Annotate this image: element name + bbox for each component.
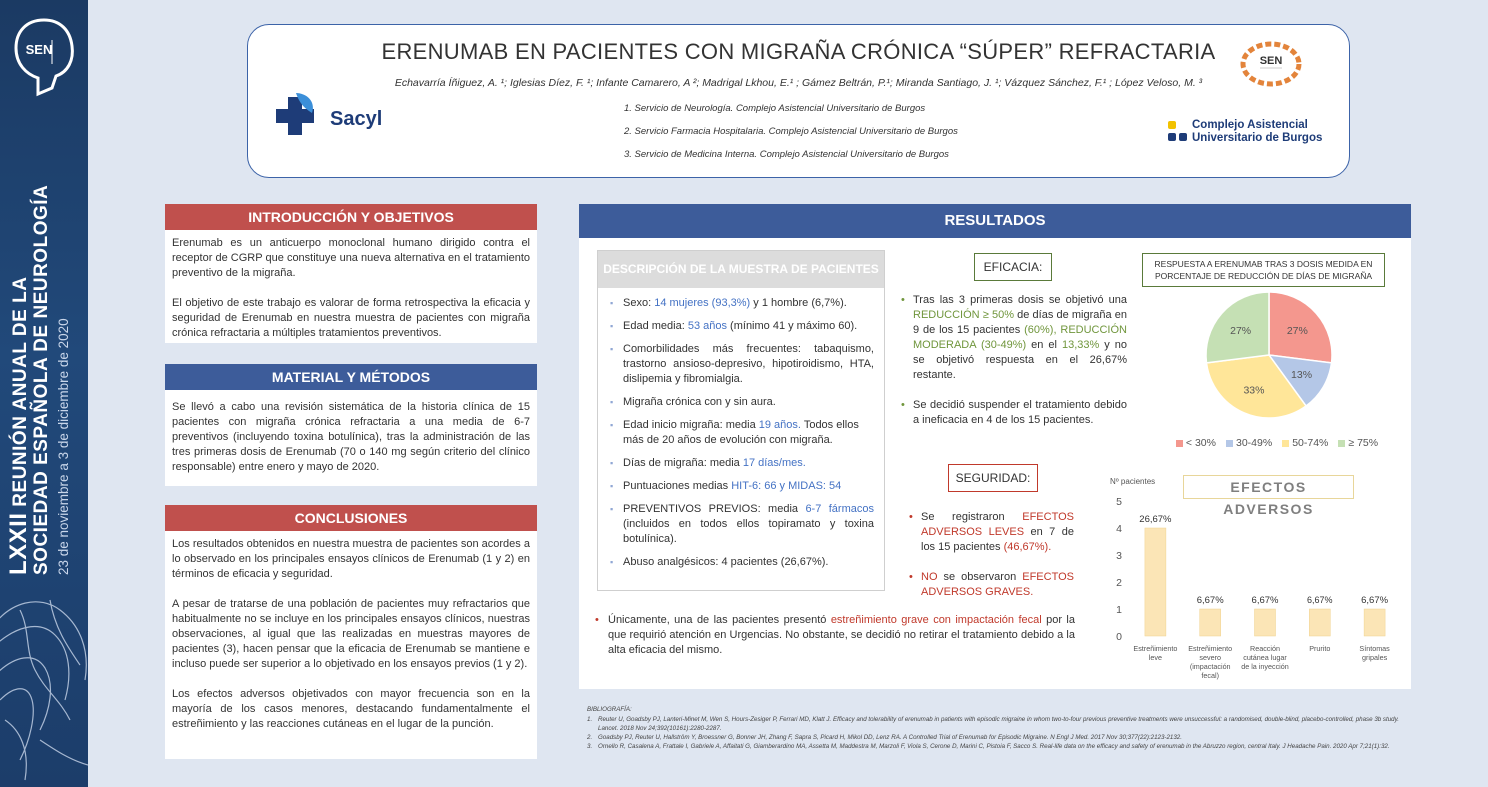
bar-y-tick: 2 <box>1116 577 1122 589</box>
sacyl-logo <box>276 91 386 141</box>
intro-heading: INTRODUCCIÓN Y OBJETIVOS <box>165 204 537 230</box>
adverse-effects-bar-chart <box>1084 474 1404 686</box>
sample-item-scores: ▪ Puntuaciones medias HIT-6: 66 y MIDAS: 54 <box>610 479 874 494</box>
sample-heading: DESCRIPCIÓN DE LA MUESTRA DE PACIENTES <box>598 251 884 288</box>
bar-data-label: 6,67% <box>1251 595 1279 606</box>
safety-item: • Se registraron EFECTOS ADVERSOS LEVES en 7 de los 15 pacientes (46,67%). <box>909 510 1074 555</box>
methods-heading: MATERIAL Y MÉTODOS <box>165 364 537 390</box>
sample-item-abuse: ▪ Abuso analgésicos: 4 pacientes (26,67%). <box>610 555 874 570</box>
results-heading: RESULTADOS <box>579 204 1411 238</box>
reference-item: 1. Reuter U, Goadsby PJ, Lanteri-Minet M, Wen S, Hours-Zesiger P, Ferrari MD, Klatt J. Efficacy and tolerability of erenumab in patients with episodic migraine in whom two-to-four previous preventive treatments were unsuccessful: a randomised, double-blind, placebo-controlled, phase 3b study. Lancet. 2018 Nov 24;392(10161):2280-2287. <box>587 716 1399 732</box>
safety-item: • NO se observaron EFECTOS ADVERSOS GRAVES. <box>909 570 1074 600</box>
bar <box>1145 528 1166 636</box>
pie-legend-item: ≥ 75% <box>1338 437 1378 449</box>
bar-category-label: Estreñimiento leve <box>1133 644 1178 662</box>
conclusions-paragraph: Los efectos adversos objetivados con mayor frecuencia son en la mayoría de los casos menores, destacando fundamentalmente el estreñimiento y las reacciones cutáneas en el lugar de la punción. <box>172 688 530 730</box>
bar <box>1364 609 1385 636</box>
bar <box>1200 609 1221 636</box>
bar-category-label: Estreñimiento severo (impactación fecal) <box>1188 644 1233 680</box>
response-pie-chart <box>1179 288 1359 478</box>
sample-item-comorbidities: ▪ Comorbilidades más frecuentes: tabaquismo, trastorno ansioso-depresivo, hipotiroidismo, HTA, dislipemia y fibromialgia. <box>610 342 874 387</box>
brain-illustration <box>0 590 88 787</box>
conclusions-paragraph: Los resultados obtenidos en nuestra muestra de pacientes son acordes a lo observado en los principales ensayos clínicos de Erenumab (1 y 2) en términos de eficacia y seguridad. <box>172 538 530 580</box>
bar-y-axis-label: Nº pacientes <box>1110 477 1156 486</box>
bar-y-tick: 1 <box>1116 604 1122 616</box>
sample-item-age: ▪ Edad media: 53 años (mínimo 41 y máximo 60). <box>610 319 874 334</box>
efficacy-item: • Se decidió suspender el tratamiento debido a ineficacia en 4 de los 15 pacientes. <box>901 398 1127 428</box>
reference-item: 2. Goadsby PJ, Reuter U, Hallström Y, Broessner G, Bonner JH, Zhang F, Sapra S, Picard H, Mikol DD, Lenz RA. A Controlled Trial of Erenumab for Episodic Migraine. N Engl J Med. 2017 Nov 30;377(22):2123-2132. <box>587 734 1182 741</box>
pie-slice-label: 27% <box>1230 325 1252 338</box>
sample-list <box>598 288 884 570</box>
sample-item-aura: ▪ Migraña crónica con y sin aura. <box>610 395 874 410</box>
cau-line1: Complejo Asistencial <box>1192 119 1308 131</box>
conference-sidebar <box>0 0 88 787</box>
pie-legend-item: 30-49% <box>1226 437 1272 449</box>
bar <box>1255 609 1276 636</box>
sen-logo-text: SEN <box>25 42 53 57</box>
pie-legend-swatch <box>1338 440 1345 447</box>
bar-category-label: Prurito <box>1309 644 1331 653</box>
intro-body <box>165 230 537 343</box>
sen-right-text: SEN <box>1259 55 1283 67</box>
sample-item-days: ▪ Días de migraña: media 17 días/mes. <box>610 456 874 471</box>
cau-line2: Universitario de Burgos <box>1192 132 1323 144</box>
bar-category-label: Reacción cutánea lugar de la inyección <box>1241 644 1289 671</box>
pie-legend-swatch <box>1282 440 1289 447</box>
sample-description-box <box>597 250 885 591</box>
bar-y-tick: 0 <box>1116 631 1122 643</box>
conclusions-paragraph: A pesar de tratarse de una población de pacientes muy refractarios que habitualmente no se incluye en los principales ensayos clínicos, nuestras observaciones, al igual que las realizadas en muestras mayores de pacientes (3), hacen pensar que la eficacia de Erenumab se mantiene e incluso puede ser superior a lo objetivado en los ensayos previos (1 y 2). <box>172 598 530 670</box>
bar-data-label: 6,67% <box>1196 595 1224 606</box>
efficacy-item: • Tras las 3 primeras dosis se objetivó una REDUCCIÓN ≥ 50% de días de migraña en 9 de los 15 pacientes (60%), REDUCCIÓN MODERADA (30-49%) en el 13,33% y no se objetivó respuesta en el 26,67% restante. <box>901 293 1127 383</box>
pie-legend-swatch <box>1176 440 1183 447</box>
reference-item: 3. Ornello R, Casalena A, Frattale I, Gabriele A, Affaitati G, Giamberardino MA, Assetta M, Maddestra M, Marzoli F, Viola S, Cerone D, Marini C, Pistoia F, Sacco S. Real-life data on the efficacy and safety of erenumab in the Abruzzo region, central Italy. J Headache Pain. 2020 Apr 7;21(1):32. <box>587 743 1390 750</box>
sample-item-sex: ▪ Sexo: 14 mujeres (93,3%) y 1 hombre (6,7%). <box>610 296 874 311</box>
bar-data-label: 26,67% <box>1139 514 1172 525</box>
affiliation-item: 2. Servicio Farmacia Hospitalaria. Complejo Asistencial Universitario de Burgos <box>624 126 958 137</box>
bar <box>1309 609 1330 636</box>
severe-case-note: • Únicamente, una de las pacientes presentó estreñimiento grave con impactación fecal por la que requirió atención en Urgencias. No obstante, se decidió no retirar el tratamiento debido a la alta eficacia del mismo. <box>595 613 1075 658</box>
pie-slice-label: 13% <box>1291 369 1313 382</box>
sample-item-onset: ▪ Edad inicio migraña: media 19 años. Todos ellos más de 20 años de evolución con migraña. <box>610 418 874 448</box>
conclusions-heading: CONCLUSIONES <box>165 505 537 531</box>
bar-y-tick: 4 <box>1116 523 1122 535</box>
poster-title: ERENUMAB EN PACIENTES CON MIGRAÑA CRÓNICA “SÚPER” REFRACTARIA <box>381 39 1216 64</box>
bar-data-label: 6,67% <box>1307 595 1333 605</box>
affiliations-list <box>624 103 958 172</box>
conference-line1: REUNIÓN ANUAL DE LA <box>10 276 31 507</box>
conclusions-body <box>165 531 537 759</box>
intro-paragraph: Erenumab es un anticuerpo monoclonal humano dirigido contra el receptor de CGRP que constituye una nueva alternativa en el tratamiento preventivo de la migraña. <box>172 237 530 279</box>
bar-y-tick: 3 <box>1116 550 1122 562</box>
bibliography-heading: BIBLIOGRAFÍA: <box>587 706 632 713</box>
pie-legend-item: 50-74% <box>1282 437 1328 449</box>
safety-list <box>909 510 1074 615</box>
results-body <box>579 238 1411 689</box>
sen-logo <box>8 12 80 102</box>
cau-logo <box>1166 117 1323 147</box>
pie-legend-swatch <box>1226 440 1233 447</box>
methods-paragraph: Se llevó a cabo una revisión sistemática de la historia clínica de 15 pacientes con migraña crónica refractaria a una media de 6-7 preventivos (incluyendo toxina botulínica), tras la administración de las tres primeras dosis de Erenumab (70 o 140 mg según criterio del clínico responsable) entre enero y mayo de 2020. <box>172 401 530 473</box>
pie-slice-label: 27% <box>1286 325 1308 338</box>
affiliation-item: 3. Servicio de Medicina Interna. Complejo Asistencial Universitario de Burgos <box>624 149 949 160</box>
methods-body <box>165 390 537 486</box>
bar-y-tick: 5 <box>1116 496 1122 508</box>
safety-label: SEGURIDAD: <box>948 464 1038 492</box>
sample-item-previous: ▪ PREVENTIVOS PREVIOS: media 6-7 fármacos (incluidos en todos ellos topiramato y toxina botulínica). <box>610 502 874 547</box>
conference-dates: 23 de noviembre a 3 de diciembre de 2020 <box>56 318 71 575</box>
authors-line: Echavarría Íñiguez, A. ¹; Iglesias Díez, F. ¹; Infante Camarero, A ²; Madrigal Lkhou, E.¹ ; Gámez Beltrán, P.¹; Miranda Santiago, J. ¹; Vázquez Sánchez, F.¹ ; López Veloso, M. ³ <box>394 77 1203 89</box>
pie-slice-label: 33% <box>1243 384 1265 397</box>
pie-legend-item: < 30% <box>1176 437 1216 449</box>
sacyl-label: Sacyl <box>330 108 383 130</box>
poster-header <box>247 24 1350 178</box>
pie-legend <box>1162 437 1392 449</box>
bar-data-label: 6,67% <box>1361 595 1389 606</box>
efficacy-list <box>901 293 1127 443</box>
efficacy-label: EFICACIA: <box>974 253 1052 281</box>
bibliography <box>587 705 1409 751</box>
edition-number: LXXII <box>5 512 32 575</box>
intro-paragraph: El objetivo de este trabajo es valorar de forma retrospectiva la eficacia y seguridad de Erenumab en nuestra muestra de pacientes con migraña crónica refractaria a múltiples tratamientos preventivos. <box>172 297 530 339</box>
affiliation-item: 1. Servicio de Neurología. Complejo Asistencial Universitario de Burgos <box>624 103 926 114</box>
pie-chart-title: RESPUESTA A ERENUMAB TRAS 3 DOSIS MEDIDA EN PORCENTAJE DE REDUCCIÓN DE DÍAS DE MIGRAÑA <box>1142 253 1385 287</box>
conference-line2: SOCIEDAD ESPAÑOLA DE NEUROLOGÍA <box>31 184 52 575</box>
conference-title <box>5 175 71 575</box>
sen-brain-logo <box>1238 40 1304 90</box>
bar-chart-title: EFECTOS ADVERSOS <box>1183 475 1354 499</box>
bar-category-label: Síntomas gripales <box>1359 644 1390 662</box>
